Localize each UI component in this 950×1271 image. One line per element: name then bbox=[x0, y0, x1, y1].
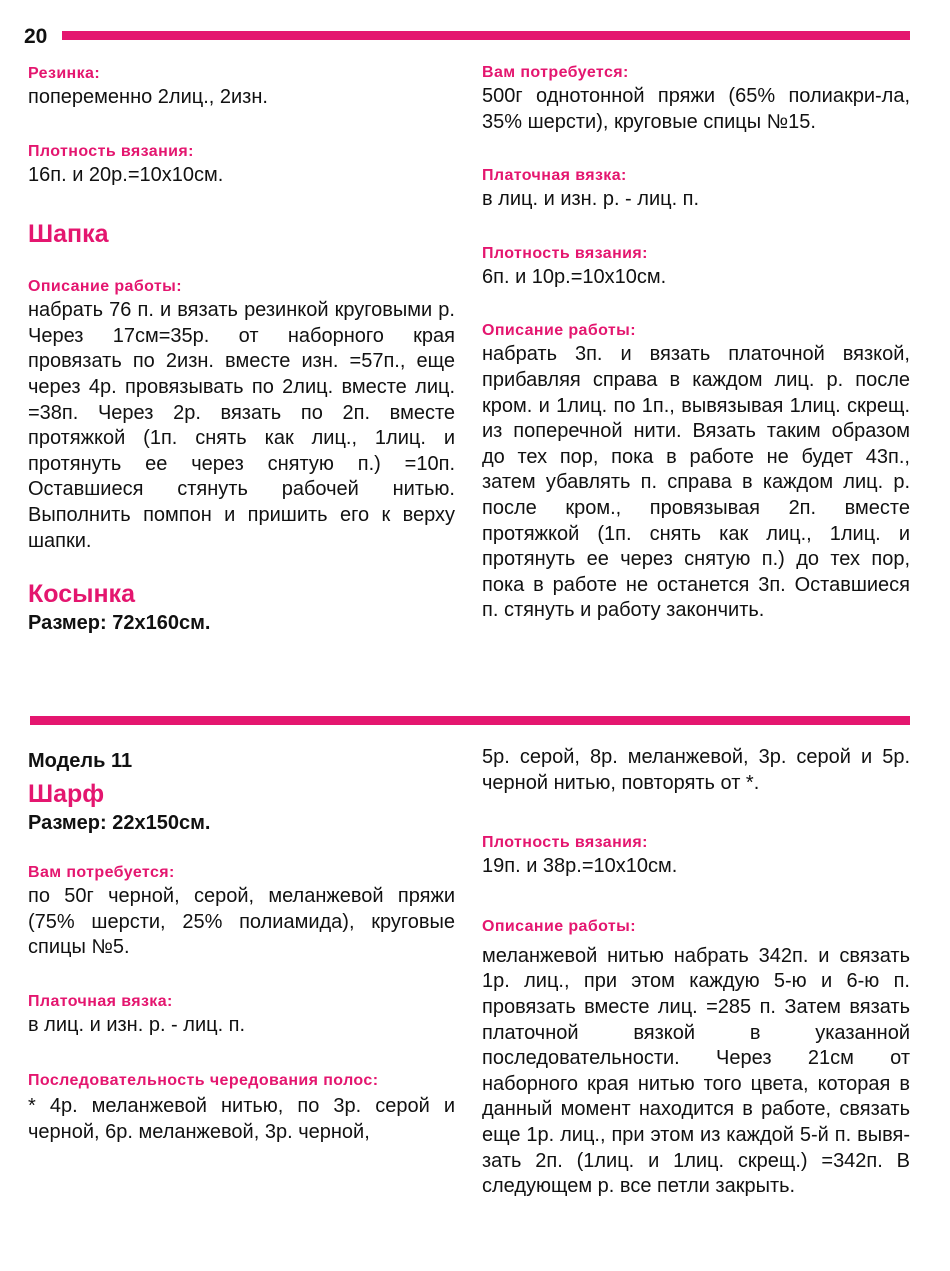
hat-description-heading: Описание работы: bbox=[28, 278, 182, 296]
hat-description-text: набрать 76 п. и вязать резинкой круговыми р. Через 17см=35р. от наборного края провязать по 2изн. вместе изн. =57п., еще через 4р. провязывать по 2лиц. вместе лиц. =38п. Через 2р. вязать по 2п. вместе протяжкой (1п. снять как лиц., 1лиц. и протянуть ее через снятую п.) =10п. Оставшиеся стянуть рабочей нитью. Выполнить помпон и пришить его к верху шапки. bbox=[28, 299, 455, 552]
kerchief-garter-heading: Платочная вязка: bbox=[482, 167, 627, 185]
kerchief-garter-text: в лиц. и изн. р. - лиц. п. bbox=[482, 188, 700, 211]
scarf-size: Размер: 22х150см. bbox=[28, 812, 211, 834]
stripes-text: * 4р. меланжевой нитью, по 3р. серой и черной, 6р. меланжевой, 3р. черной, bbox=[28, 1095, 455, 1143]
kerchief-materials-text: 500г однотонной пряжи (65% полиакри-ла, 35% шерсти), круговые спицы №15. bbox=[482, 85, 910, 133]
scarf-description-heading: Описание работы: bbox=[482, 917, 636, 935]
right-bottom-column bbox=[482, 745, 910, 1200]
scarf-garter-heading: Платочная вязка: bbox=[28, 992, 173, 1010]
kerchief-materials-heading: Вам потребуется: bbox=[482, 64, 629, 81]
right-top-column bbox=[482, 62, 910, 624]
top-divider bbox=[62, 31, 910, 40]
hat-density-heading: Плотность вязания: bbox=[28, 142, 194, 160]
rib-heading: Резинка: bbox=[28, 65, 101, 82]
hat-title: Шапка bbox=[28, 220, 109, 249]
kerchief-description-heading: Описание работы: bbox=[482, 322, 636, 340]
kerchief-size: Размер: 72х160см. bbox=[28, 612, 211, 635]
page-number: 20 bbox=[24, 25, 48, 48]
left-top-column bbox=[28, 63, 455, 636]
scarf-description-text: меланжевой нитью набрать 342п. и связать 1р. лиц., при этом каждую 5-ю и 6-ю п. провязать вместе лиц. =285 п. Затем вязать платочной вязкой в указанной последовательности. Через 21см от наборного края нитью того цвета, которая в данный момент находится в работе, связать еще 1р. лиц., при этом из каждой 5-й п. вывя-зать 2п. (1лиц. и 1лиц. скрещ.) =342п. В следующем р. все петли закрыть. bbox=[482, 944, 910, 1198]
kerchief-title: Косынка bbox=[28, 580, 135, 609]
stripes-continuation: 5р. серой, 8р. меланжевой, 3р. серой и 5р. черной нитью, повторять от *. bbox=[482, 746, 910, 794]
scarf-garter-text: в лиц. и изн. р. - лиц. п. bbox=[28, 1013, 246, 1036]
scarf-title: Шарф bbox=[28, 780, 105, 808]
stripes-heading: Последовательность чередования полос: bbox=[28, 1072, 379, 1090]
scarf-materials-heading: Вам потребуется: bbox=[28, 864, 175, 881]
kerchief-description-text: набрать 3п. и вязать платочной вязкой, прибавляя справа в каждом лиц. р. после кром. и 1лиц. по 1п., вывязывая 1лиц. скрещ. из поперечной нити. Вязать таким образом до тех пор, пока в работе не будет 43п., затем убавлять п. справа в каждом лиц. р. после кром., провязывая 2п. вместе протяжкой (1п. снять как лиц., 1лиц. и протянуть ее через снятую п.) до тех пор, пока в работе не останется 3п. Оставшиеся п. стянуть и работу закончить. bbox=[482, 343, 910, 622]
scarf-density-text: 19п. и 38р.=10х10см. bbox=[482, 855, 678, 878]
kerchief-density-heading: Плотность вязания: bbox=[482, 244, 648, 262]
model-label: Модель 11 bbox=[28, 750, 133, 772]
middle-divider bbox=[30, 716, 910, 725]
left-bottom-column bbox=[28, 748, 455, 1146]
kerchief-density-text: 6п. и 10р.=10х10см. bbox=[482, 265, 667, 288]
scarf-density-heading: Плотность вязания: bbox=[482, 834, 648, 852]
scarf-materials-text: по 50г черной, серой, меланжевой пряжи (75% шерсти, 25% полиамида), круговые спицы №5. bbox=[28, 885, 455, 959]
hat-density-text: 16п. и 20р.=10х10см. bbox=[28, 163, 224, 186]
rib-text: попеременно 2лиц., 2изн. bbox=[28, 86, 268, 108]
